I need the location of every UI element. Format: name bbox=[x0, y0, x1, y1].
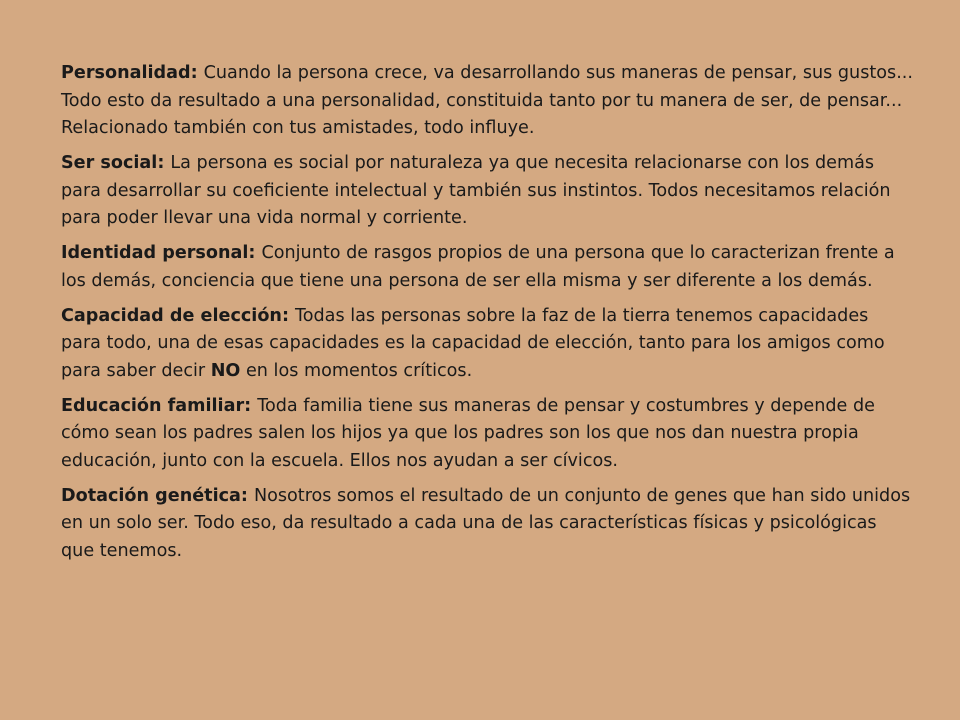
definition-educacion-familiar: Toda familia tiene sus maneras de pensar y costumbres y depende de cómo sean los padres salen los hijos ya que los padres son los que nos dan nuestra propia educación, junto con la escuela. Ellos nos ayudan a ser cívicos. bbox=[61, 395, 875, 471]
term-personalidad: Personalidad: bbox=[61, 63, 198, 83]
entry-personalidad bbox=[61, 60, 913, 143]
definition-capacidad-eleccion-part1: Todas las personas sobre la faz de la tierra tenemos capacidades para todo, una de esas capacidades es la capacidad de elección, tanto para los amigos como para saber decir bbox=[61, 305, 885, 381]
definition-personalidad: Cuando la persona crece, va desarrollando sus maneras de pensar, sus gustos... Todo esto da resultado a una personalidad, constituida tanto por tu manera de ser, de pensar... Relacionado también con tus amistades, todo influye. bbox=[61, 63, 913, 138]
entry-dotacion-genetica bbox=[61, 483, 913, 566]
term-dotacion-genetica: Dotación genética: bbox=[61, 485, 248, 506]
term-ser-social: Ser social: bbox=[61, 153, 165, 173]
entry-educacion-familiar bbox=[61, 393, 913, 476]
definition-identidad-personal: Conjunto de rasgos propios de una persona que lo caracterizan frente a los demás, conciencia que tiene una persona de ser ella misma y ser diferente a los demás. bbox=[61, 243, 895, 291]
definition-capacidad-eleccion-part2: en los momentos críticos. bbox=[245, 360, 473, 381]
entry-ser-social bbox=[61, 150, 913, 233]
term-identidad-personal: Identidad personal: bbox=[61, 243, 256, 263]
slide-body bbox=[61, 60, 913, 573]
term-capacidad-eleccion: Capacidad de elección: bbox=[61, 305, 289, 326]
entry-capacidad-eleccion bbox=[61, 303, 913, 386]
term-educacion-familiar: Educación familiar: bbox=[61, 395, 252, 416]
definition-dotacion-genetica: Nosotros somos el resultado de un conjunto de genes que han sido unidos en un solo ser. Todo eso, da resultado a cada una de las características físicas y psicológicas que tenemos. bbox=[61, 485, 911, 561]
definition-ser-social: La persona es social por naturaleza ya que necesita relacionarse con los demás para desarrollar su coeficiente intelectual y también sus instintos. Todos necesitamos relación para poder llevar una vida normal y corriente. bbox=[61, 153, 891, 228]
emphasis-no: NO bbox=[210, 360, 241, 381]
entry-identidad-personal bbox=[61, 240, 913, 295]
